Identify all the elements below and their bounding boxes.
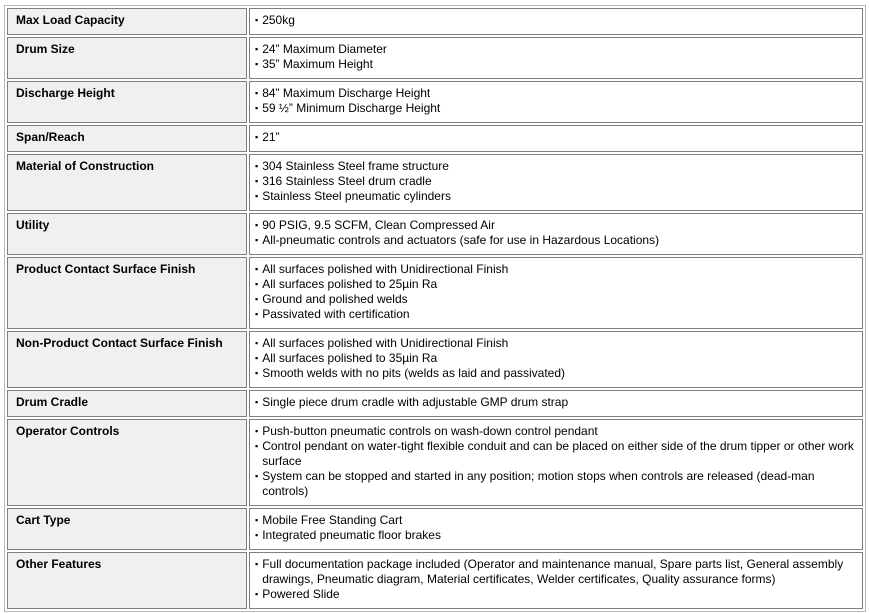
spec-label: Span/Reach (7, 125, 247, 152)
bullet-icon: ▪ (255, 559, 259, 569)
spec-label: Material of Construction (7, 154, 247, 211)
spec-value-item (255, 233, 856, 248)
spec-value-cell (249, 213, 863, 255)
spec-label: Drum Cradle (7, 390, 247, 417)
bullet-icon: ▪ (255, 103, 259, 113)
bullet-icon: ▪ (255, 264, 259, 274)
bullet-icon: ▪ (255, 515, 259, 525)
spec-value-text: Powered Slide (262, 587, 340, 601)
spec-value-text: Push-button pneumatic controls on wash-down control pendant (262, 424, 598, 438)
spec-row (7, 331, 863, 388)
spec-row (7, 213, 863, 255)
spec-value-text: 59 ½” Minimum Discharge Height (262, 101, 441, 115)
spec-value-cell (249, 257, 863, 329)
spec-value-text: Mobile Free Standing Cart (262, 513, 403, 527)
spec-value-item (255, 307, 856, 322)
bullet-icon: ▪ (255, 161, 259, 171)
spec-value-item (255, 262, 856, 277)
spec-value-cell (249, 81, 863, 123)
spec-row (7, 37, 863, 79)
spec-row (7, 125, 863, 152)
spec-label: Utility (7, 213, 247, 255)
spec-value-text: All-pneumatic controls and actuators (safe for use in Hazardous Locations) (262, 233, 660, 247)
spec-value-item (255, 86, 856, 101)
spec-value-text: Ground and polished welds (262, 292, 408, 306)
spec-value-cell (249, 331, 863, 388)
spec-value-item (255, 101, 856, 116)
spec-value-text: 24” Maximum Diameter (262, 42, 387, 56)
spec-value-item (255, 336, 856, 351)
spec-label: Operator Controls (7, 419, 247, 506)
spec-value-text: 316 Stainless Steel drum cradle (262, 174, 432, 188)
spec-row (7, 8, 863, 35)
bullet-icon: ▪ (255, 397, 259, 407)
bullet-icon: ▪ (255, 338, 259, 348)
spec-value-item (255, 13, 856, 28)
spec-value-text: Stainless Steel pneumatic cylinders (262, 189, 451, 203)
bullet-icon: ▪ (255, 309, 259, 319)
bullet-icon: ▪ (255, 15, 259, 25)
bullet-icon: ▪ (255, 471, 259, 481)
spec-row (7, 257, 863, 329)
bullet-icon: ▪ (255, 132, 259, 142)
spec-label: Drum Size (7, 37, 247, 79)
spec-value-text: All surfaces polished to 35µin Ra (262, 351, 438, 365)
bullet-icon: ▪ (255, 220, 259, 230)
spec-value-item (255, 366, 856, 381)
spec-value-text: Control pendant on water-tight flexible conduit and can be placed on either side of the drum tipper or other work surface (262, 439, 854, 468)
spec-value-item (255, 528, 856, 543)
bullet-icon: ▪ (255, 235, 259, 245)
bullet-icon: ▪ (255, 294, 259, 304)
spec-value-item (255, 557, 856, 587)
spec-value-text: 90 PSIG, 9.5 SCFM, Clean Compressed Air (262, 218, 495, 232)
bullet-icon: ▪ (255, 353, 259, 363)
spec-label: Product Contact Surface Finish (7, 257, 247, 329)
spec-row (7, 508, 863, 550)
spec-row (7, 81, 863, 123)
bullet-icon: ▪ (255, 441, 259, 451)
spec-value-item (255, 469, 856, 499)
spec-value-item (255, 513, 856, 528)
spec-value-item (255, 174, 856, 189)
spec-value-item (255, 42, 856, 57)
spec-value-cell (249, 419, 863, 506)
spec-value-item (255, 57, 856, 72)
spec-row (7, 419, 863, 506)
spec-value-text: 84” Maximum Discharge Height (262, 86, 431, 100)
spec-label: Cart Type (7, 508, 247, 550)
bullet-icon: ▪ (255, 426, 259, 436)
bullet-icon: ▪ (255, 530, 259, 540)
spec-value-text: Full documentation package included (Operator and maintenance manual, Spare parts list, General assembly drawings, Pneumatic diagram, Material certificates, Welder certificates, Quality assurance forms) (262, 557, 844, 586)
spec-label: Other Features (7, 552, 247, 609)
spec-value-text: All surfaces polished with Unidirectional Finish (262, 262, 509, 276)
spec-row (7, 390, 863, 417)
spec-value-cell (249, 8, 863, 35)
spec-value-item (255, 159, 856, 174)
spec-value-item (255, 218, 856, 233)
bullet-icon: ▪ (255, 176, 259, 186)
spec-value-cell (249, 390, 863, 417)
spec-value-item (255, 292, 856, 307)
product-specifications-table (4, 5, 866, 612)
spec-value-text: System can be stopped and started in any position; motion stops when controls are released (dead-man controls) (262, 469, 815, 498)
spec-value-item (255, 351, 856, 366)
spec-value-item (255, 424, 856, 439)
spec-value-item (255, 130, 856, 145)
spec-value-cell (249, 37, 863, 79)
bullet-icon: ▪ (255, 88, 259, 98)
spec-value-cell (249, 154, 863, 211)
bullet-icon: ▪ (255, 589, 259, 599)
spec-value-text: 250kg (262, 13, 295, 27)
spec-value-text: 21” (262, 130, 280, 144)
spec-value-text: All surfaces polished to 25µin Ra (262, 277, 438, 291)
spec-row (7, 154, 863, 211)
bullet-icon: ▪ (255, 44, 259, 54)
bullet-icon: ▪ (255, 279, 259, 289)
spec-label: Max Load Capacity (7, 8, 247, 35)
spec-label: Discharge Height (7, 81, 247, 123)
spec-row (7, 552, 863, 609)
spec-value-text: 304 Stainless Steel frame structure (262, 159, 449, 173)
spec-value-item (255, 189, 856, 204)
spec-value-text: Passivated with certification (262, 307, 410, 321)
spec-label: Non-Product Contact Surface Finish (7, 331, 247, 388)
spec-value-text: Single piece drum cradle with adjustable GMP drum strap (262, 395, 569, 409)
spec-value-text: All surfaces polished with Unidirectional Finish (262, 336, 509, 350)
spec-value-item (255, 277, 856, 292)
bullet-icon: ▪ (255, 59, 259, 69)
bullet-icon: ▪ (255, 191, 259, 201)
spec-value-text: Integrated pneumatic floor brakes (262, 528, 441, 542)
bullet-icon: ▪ (255, 368, 259, 378)
spec-value-item (255, 587, 856, 602)
spec-value-cell (249, 125, 863, 152)
spec-table-body (7, 8, 863, 609)
spec-value-text: Smooth welds with no pits (welds as laid and passivated) (262, 366, 566, 380)
spec-value-item (255, 439, 856, 469)
spec-value-cell (249, 552, 863, 609)
spec-value-text: 35” Maximum Height (262, 57, 373, 71)
spec-value-cell (249, 508, 863, 550)
spec-value-item (255, 395, 856, 410)
